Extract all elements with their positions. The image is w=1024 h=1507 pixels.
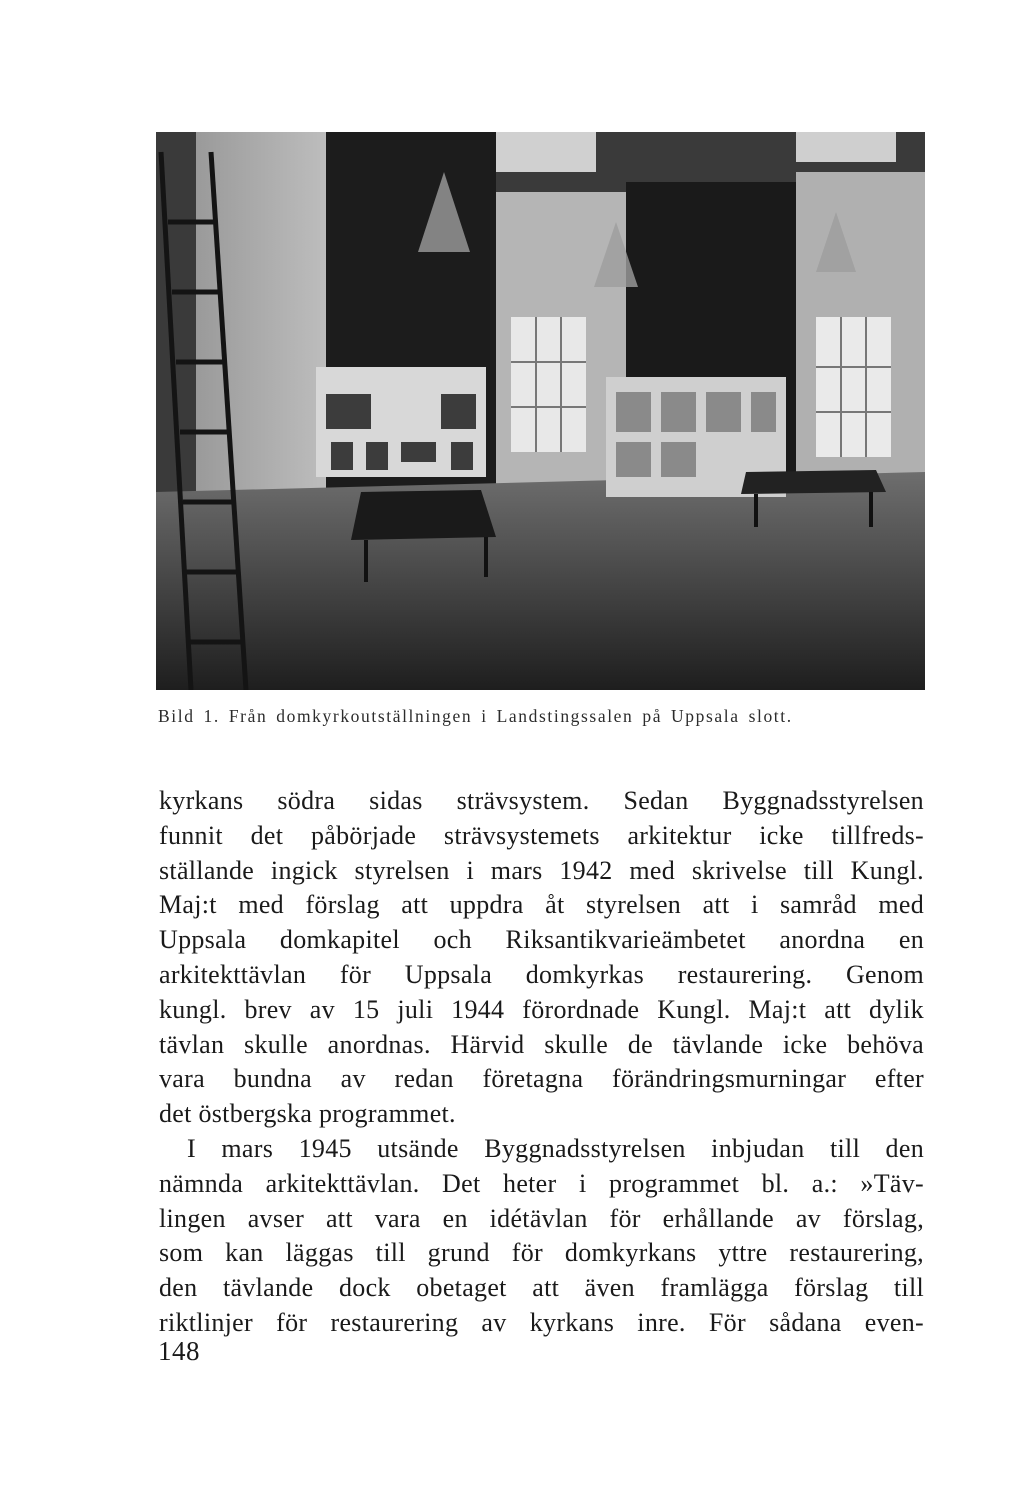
text-line: arkitekttävlan för Uppsala domkyrkas restaurering. Genom bbox=[159, 959, 924, 989]
interior-hall-photo bbox=[156, 132, 925, 690]
text-line: det östbergska programmet. bbox=[159, 1099, 456, 1129]
text-line: lingen avser att vara en idétävlan för erhållande av förslag, bbox=[159, 1203, 924, 1233]
text-line: kyrkans södra sidas strävsystem. Sedan Byggnadsstyrelsen bbox=[159, 786, 924, 815]
text-line: kungl. brev av 15 juli 1944 förordnade Kungl. Maj:t att dylik bbox=[159, 994, 924, 1024]
text-line: riktlinjer för restaurering av kyrkans inre. För sådana even- bbox=[159, 1307, 924, 1337]
text-line: nämnda arkitekttävlan. Det heter i programmet bl. a.: »Täv- bbox=[159, 1168, 924, 1198]
figure-caption: Bild 1. Från domkyrkoutställningen i Landstingssalen på Uppsala slott. bbox=[158, 706, 793, 726]
text-line: funnit det påbörjade strävsystemets arkitektur icke tillfreds- bbox=[159, 820, 924, 850]
text-line: tävlan skulle anordnas. Härvid skulle de tävlande icke behöva bbox=[159, 1029, 924, 1059]
text-line: Maj:t med förslag att uppdra åt styrelsen att i samråd med bbox=[159, 890, 924, 920]
text-line: den tävlande dock obetaget att även framlägga förslag till bbox=[159, 1273, 924, 1303]
text-line: som kan läggas till grund för domkyrkans yttre restaurering, bbox=[159, 1238, 924, 1268]
body-text bbox=[159, 784, 924, 1341]
text-line: I mars 1945 utsände Byggnadsstyrelsen inbjudan till den bbox=[187, 1133, 924, 1163]
photograph-interior-hall-icon bbox=[156, 132, 925, 690]
text-line: Uppsala domkapitel och Riksantikvarieämbetet anordna en bbox=[159, 925, 924, 955]
page-number: 148 bbox=[158, 1336, 200, 1366]
text-line: ställande ingick styrelsen i mars 1942 med skrivelse till Kungl. bbox=[159, 855, 924, 885]
text-line: vara bundna av redan företagna förändringsmurningar efter bbox=[159, 1064, 924, 1094]
